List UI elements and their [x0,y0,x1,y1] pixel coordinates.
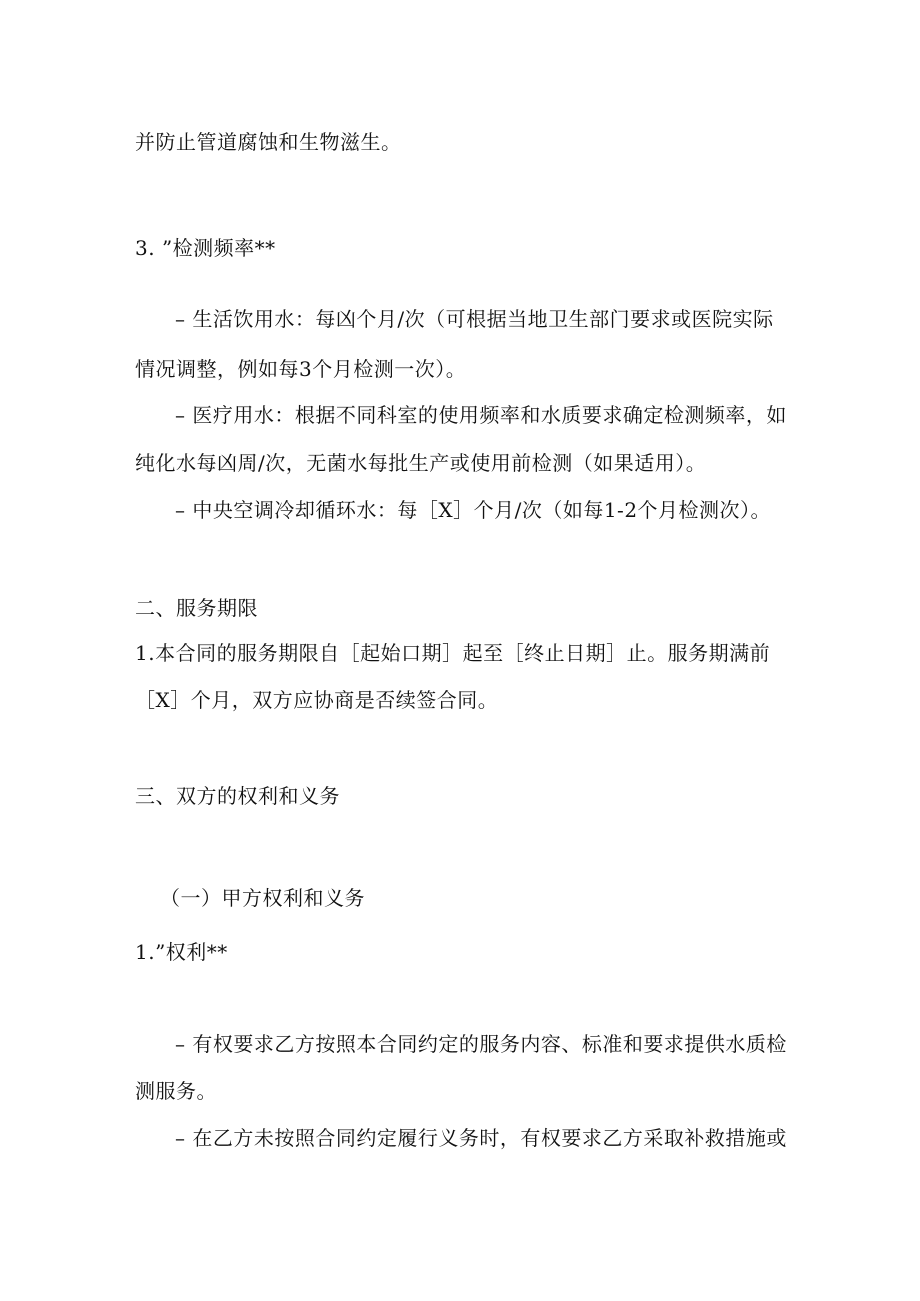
section-heading: 1.”权利** [135,940,228,964]
paragraph-line: 1.本合同的服务期限自［起始口期］起至［终止日期］止。服务期满前 [135,641,771,665]
list-item: – 中央空调冷却循环水：每［X］个月/次（如每1-2个月检测次）。 [175,498,772,522]
paragraph-line: 测服务。 [135,1079,217,1103]
list-item: – 有权要求乙方按照本合同约定的服务内容、标准和要求提供水质检 [175,1032,787,1056]
list-item: – 生活饮用水：每凶个月/次（可根据当地卫生部门要求或医院实际 [175,307,774,331]
section-heading: 三、双方的权利和义务 [135,784,340,808]
paragraph-line: 纯化水每凶周/次，无菌水每批生产或使用前检测（如果适用）。 [135,451,707,475]
list-item: – 在乙方未按照合同约定履行义务时，有权要求乙方采取补救措施或 [175,1126,787,1150]
section-heading: 3. ”检测频率** [135,236,276,260]
paragraph-line: ［X］个月，双方应协商是否续签合同。 [135,688,499,712]
list-item: – 医疗用水：根据不同科室的使用频率和水质要求确定检测频率，如 [175,403,787,427]
paragraph-line: 并防止管道腐蚀和生物滋生。 [135,130,402,154]
section-heading: 二、服务期限 [135,596,258,620]
subsection-heading: （一）甲方权利和义务 [160,886,365,910]
paragraph-line: 情况调整，例如每3个月检测一次）。 [135,357,467,381]
